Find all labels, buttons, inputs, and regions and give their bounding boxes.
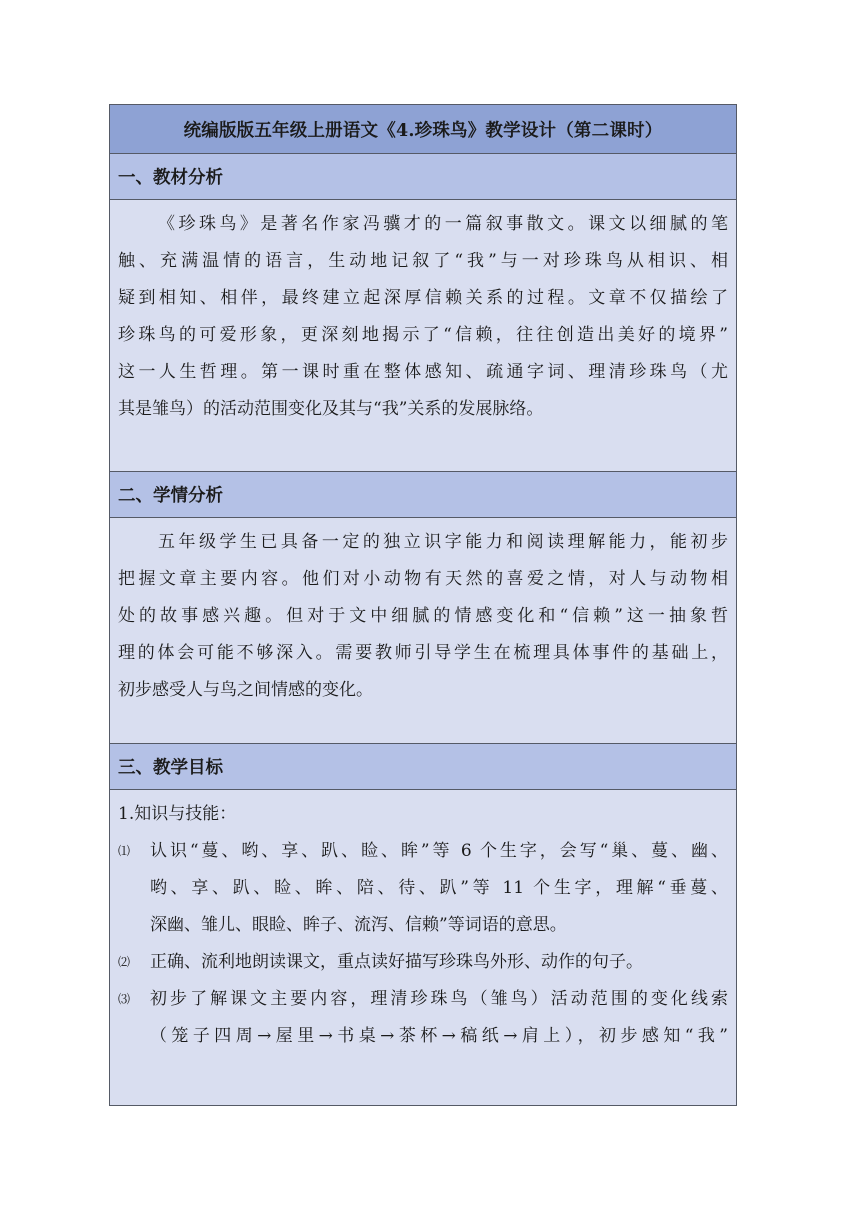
section-heading-textbook-analysis: 一、教材分析 <box>110 154 736 200</box>
paragraph-line: 初步感受人与鸟之间情感的变化。 <box>118 680 373 700</box>
objective-item <box>118 981 728 1018</box>
paragraph-line: 疑到相知、相伴，最终建立起深厚信赖关系的过程。文章不仅描绘了 <box>118 288 728 308</box>
paragraph-line: 《珍珠鸟》是著名作家冯骥才的一篇叙事散文。课文以细腻的笔 <box>158 214 728 234</box>
item-text: 初步了解课文主要内容，理清珍珠鸟（雏鸟）活动范围的变化线索 <box>150 989 728 1009</box>
paragraph-line: 理的体会可能不够深入。需要教师引导学生在梳理具体事件的基础上， <box>118 643 728 663</box>
section-body-textbook-analysis <box>110 200 736 472</box>
item-text: 认识“蔓、哟、享、趴、睑、眸”等 6 个生字，会写“巢、蔓、幽、 <box>150 841 728 861</box>
paragraph-line: 把握文章主要内容。他们对小动物有天然的喜爱之情，对人与动物相 <box>118 569 728 589</box>
section-body-teaching-objectives <box>110 790 736 1055</box>
item-text: 正确、流利地朗读课文，重点读好描写珍珠鸟外形、动作的句子。 <box>150 952 643 972</box>
paragraph-line: 珍珠鸟的可爱形象，更深刻地揭示了“信赖，往往创造出美好的境界” <box>118 325 728 345</box>
paragraph-line: 这一人生哲理。第一课时重在整体感知、疏通字词、理清珍珠鸟（尤 <box>118 362 728 382</box>
item-continuation: 深幽、雏儿、眼睑、眸子、流泻、信赖”等词语的意思。 <box>150 915 567 935</box>
paragraph-line: 五年级学生已具备一定的独立识字能力和阅读理解能力，能初步 <box>158 532 728 552</box>
objective-subheading: 1.知识与技能： <box>118 804 237 824</box>
paragraph-line: 处的故事感兴趣。但对于文中细腻的情感变化和“信赖”这一抽象哲 <box>118 606 728 626</box>
section-heading-teaching-objectives: 三、教学目标 <box>110 744 736 790</box>
item-continuation: 哟、享、趴、睑、眸、陪、待、趴”等 11 个生字，理解“垂蔓、 <box>150 878 728 898</box>
document-title: 统编版版五年级上册语文《4.珍珠鸟》教学设计（第二课时） <box>110 105 736 154</box>
item-marker: ⑵ <box>118 955 131 969</box>
lesson-plan-table <box>109 104 737 1106</box>
paragraph-line: 其是雏鸟）的活动范围变化及其与“我”关系的发展脉络。 <box>118 399 544 419</box>
item-marker: ⑶ <box>118 992 131 1006</box>
objective-item <box>118 944 728 981</box>
paragraph-line: 触、充满温情的语言，生动地记叙了“我”与一对珍珠鸟从相识、相 <box>118 251 728 271</box>
section-heading-learner-analysis: 二、学情分析 <box>110 472 736 518</box>
item-marker: ⑴ <box>118 844 131 858</box>
item-continuation: （笼子四周→屋里→书桌→茶杯→稿纸→肩上），初步感知“我” <box>150 1026 728 1046</box>
objective-item <box>118 833 728 870</box>
section-body-learner-analysis <box>110 518 736 744</box>
